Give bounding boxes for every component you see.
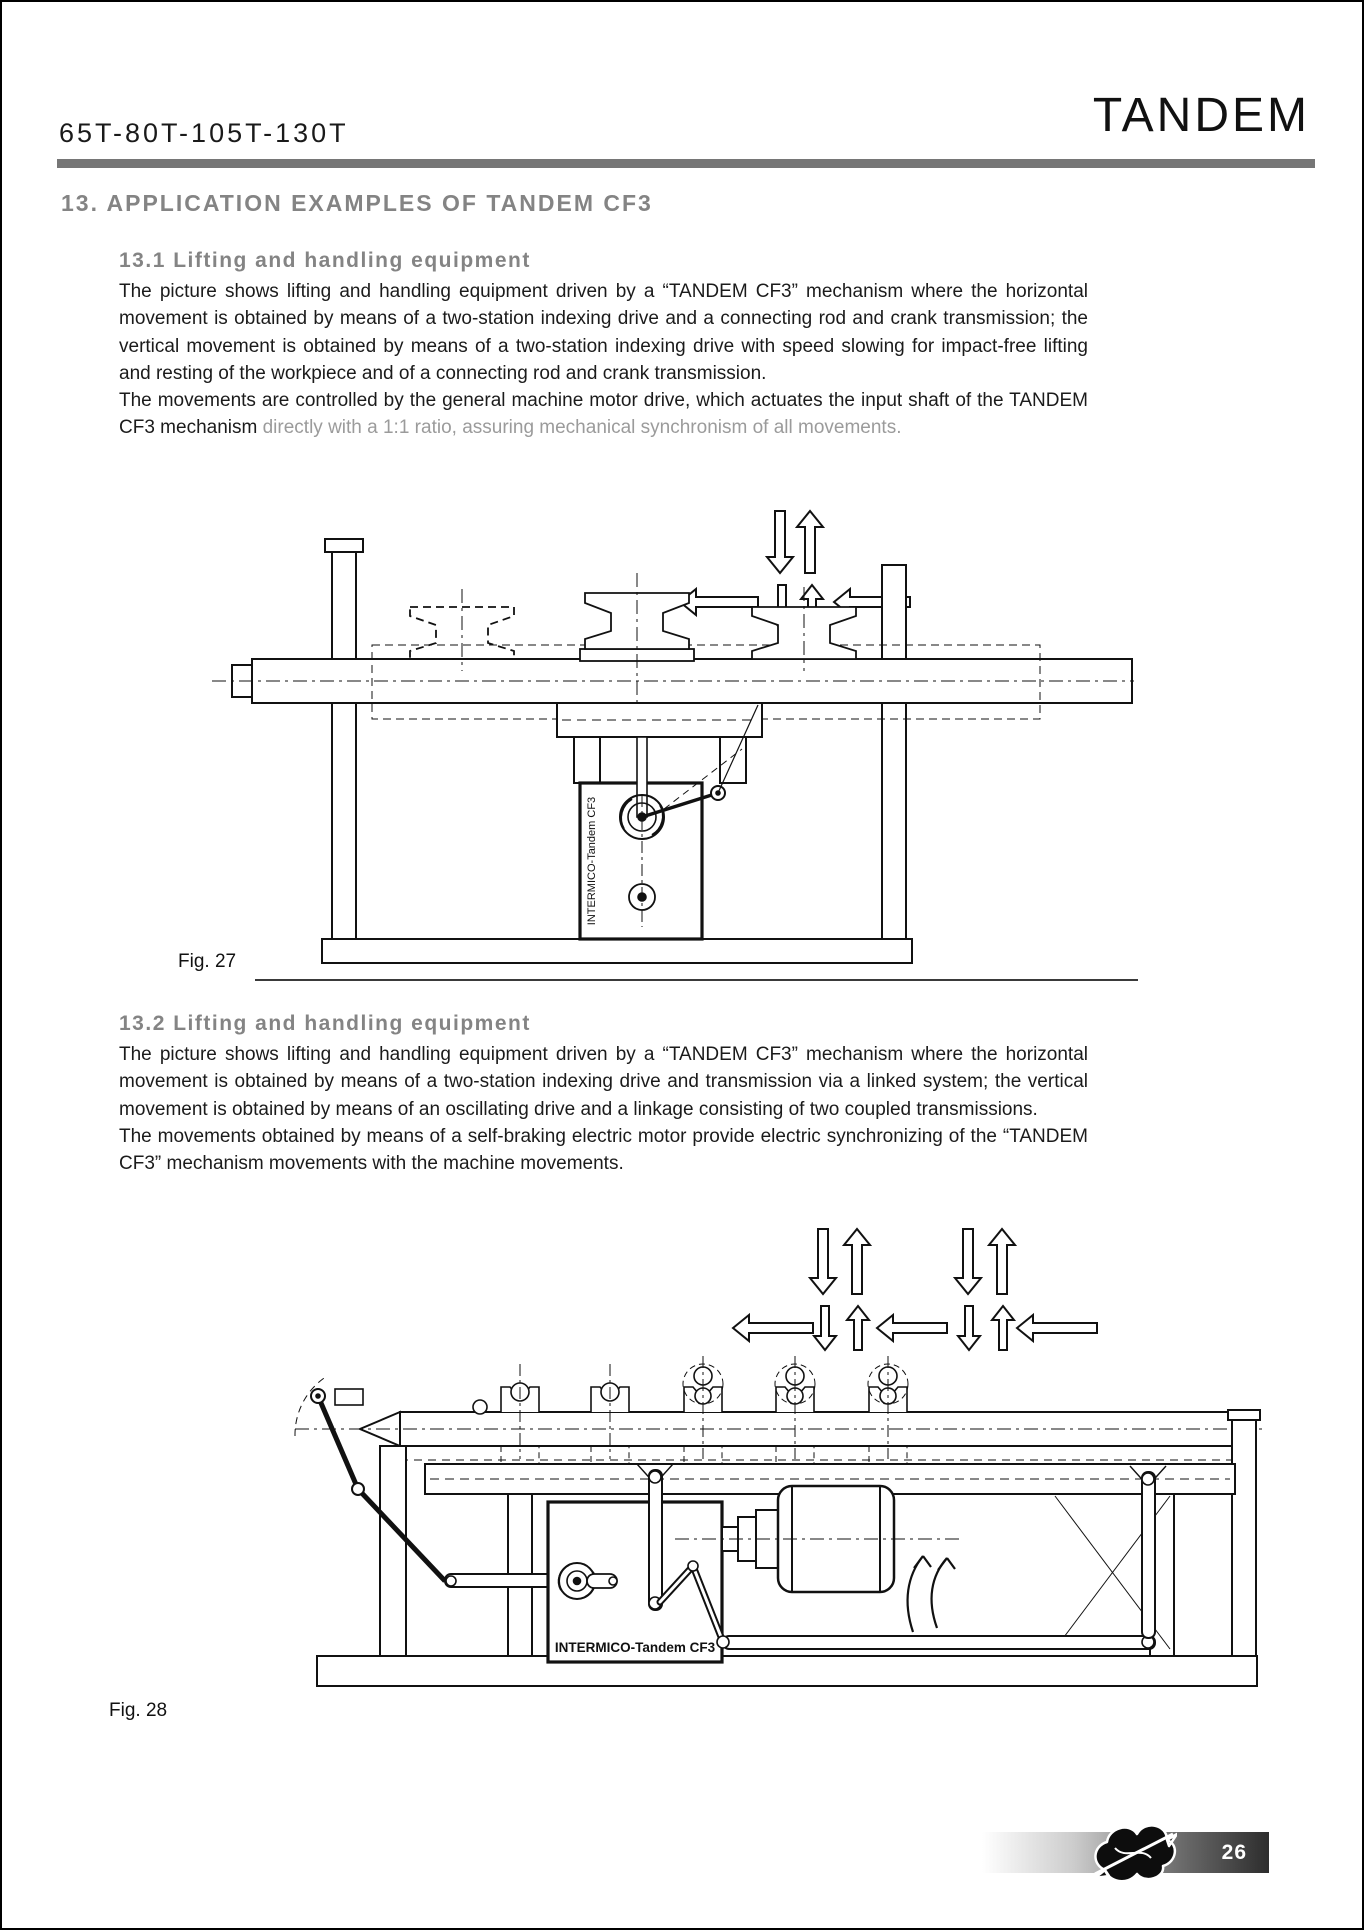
down-arrow-icon: [955, 1229, 981, 1294]
paragraph-black-text: The movements are controlled by the general machine motor drive, which actuates the input shaft of the TANDEM CF3 mechanism: [119, 390, 1088, 439]
up-arrow-icon: [797, 511, 823, 573]
paragraph: The movements obtained by means of a self-braking electric motor provide electric synchronizing of the “TANDEM CF3” mechanism movements with the machine movements.: [119, 1125, 1088, 1175]
fig28-oscillation-arrows: [908, 1556, 955, 1632]
header-rule: [57, 159, 1315, 168]
fig27-gearbox-drive: [557, 703, 762, 939]
paragraph: The picture shows lifting and handling equipment driven by a “TANDEM CF3” mechanism where the horizontal movement is obtained by means of a two-station indexing drive and a connecting rod and crank transmission; the vertical movement is obtained by means of a two-station indexing drive with speed slowing for impact-free lifting and resting of the workpiece and of a connecting rod and crank transmission.: [119, 281, 1088, 384]
down-arrow-icon: [810, 1229, 836, 1294]
up-arrow-icon: [847, 1306, 869, 1350]
fig27-machine-label: INTERMICO-Tandem CF3: [586, 796, 598, 926]
tandem-brand-logo: TANDEM: [1092, 89, 1310, 142]
fig28-machine-label: INTERMICO-Tandem CF3: [554, 1640, 716, 1655]
left-arrow-icon: [680, 589, 758, 615]
left-arrow-icon: [877, 1315, 947, 1341]
down-arrow-icon: [767, 511, 793, 573]
down-arrow-icon: [814, 1306, 836, 1350]
subsection-13-1-text: [119, 278, 1088, 442]
subsection-13-2-text: [119, 1041, 1088, 1177]
section-title: 13. APPLICATION EXAMPLES OF TANDEM CF3: [61, 190, 653, 216]
up-arrow-icon: [844, 1229, 870, 1294]
paragraph: The picture shows lifting and handling equipment driven by a “TANDEM CF3” mechanism where the horizontal movement is obtained by means of a two-station indexing drive and transmission via a linked system; the vertical movement is obtained by means of an oscillating drive and a linkage consisting of two coupled transmissions.: [119, 1044, 1088, 1120]
fig28-motion-arrows: [733, 1229, 1097, 1350]
up-arrow-icon: [989, 1229, 1015, 1294]
model-range-label: 65T-80T-105T-130T: [59, 118, 349, 148]
paragraph: [119, 387, 1088, 442]
fig28-technical-drawing: [255, 1224, 1282, 1702]
left-arrow-icon: [733, 1315, 813, 1341]
intermico-knot-logo-icon: [1087, 1814, 1177, 1894]
fig28-caption: Fig. 28: [109, 1700, 168, 1721]
down-arrow-icon: [958, 1306, 980, 1350]
up-arrow-icon: [992, 1306, 1014, 1350]
fig27-caption: Fig. 27: [178, 951, 237, 972]
subsection-13-1-heading: 13.1 Lifting and handling equipment: [119, 249, 531, 272]
fig27-caption-rule: [255, 979, 1138, 981]
fig27-technical-drawing: [182, 499, 1142, 971]
left-arrow-icon: [1017, 1315, 1097, 1341]
subsection-13-2-heading: 13.2 Lifting and handling equipment: [119, 1012, 531, 1035]
paragraph-muted-text: directly with a 1:1 ratio, assuring mechanical synchronism of all movements.: [257, 417, 902, 439]
page-number: 26: [1221, 1841, 1247, 1864]
